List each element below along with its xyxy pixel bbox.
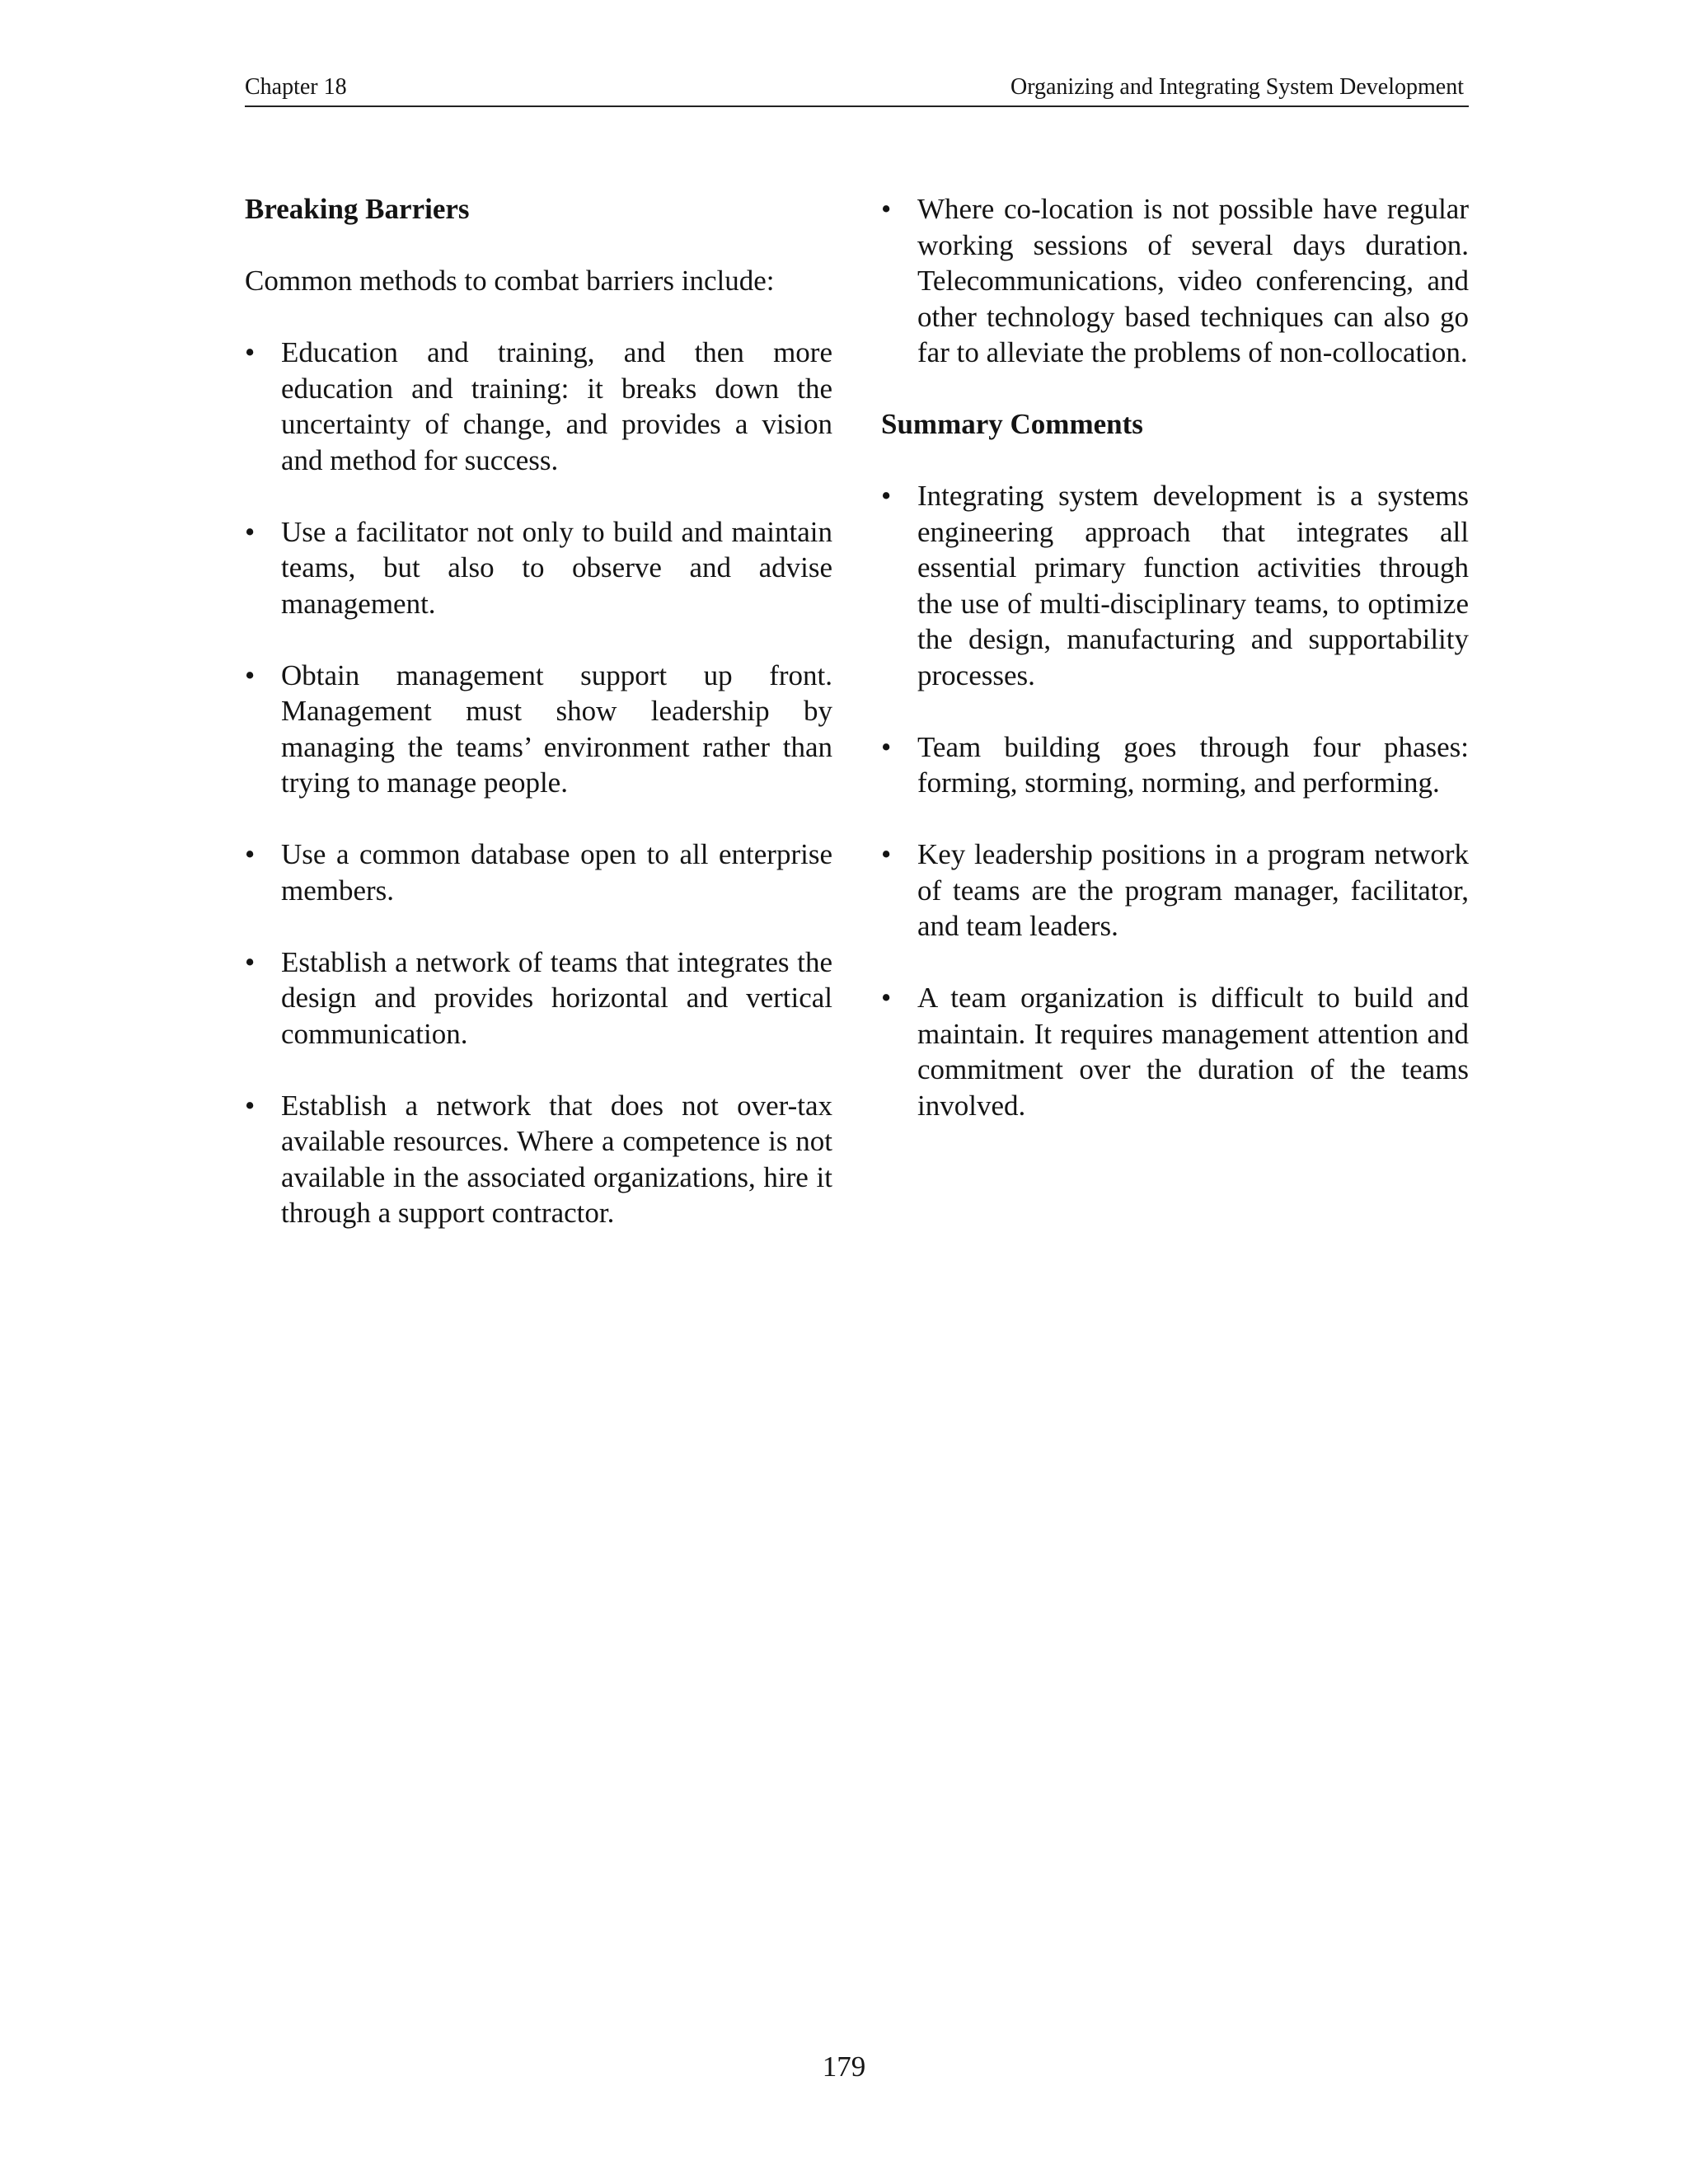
list-item bbox=[881, 980, 1469, 1123]
list-item-text: Establish a network that does not over-tax available resources. Where a competence is not available in the associated organizations, hire it through a support contractor. bbox=[281, 1089, 832, 1229]
list-item bbox=[245, 837, 832, 908]
spacer bbox=[245, 801, 832, 837]
spacer bbox=[881, 443, 1469, 479]
left-column bbox=[245, 191, 832, 1231]
list-item-text: Obtain management support up front. Management must show leadership by managing the teams’ environment rather than trying to manage people. bbox=[281, 658, 832, 799]
bullet-icon: • bbox=[881, 982, 892, 1014]
list-item bbox=[245, 944, 832, 1052]
list-item bbox=[881, 191, 1469, 371]
list-item-text: Establish a network of teams that integrates the design and provides horizontal and vertical communication. bbox=[281, 945, 832, 1050]
list-item bbox=[881, 478, 1469, 693]
bullet-icon: • bbox=[881, 730, 892, 763]
spacer bbox=[245, 478, 832, 514]
section-heading-summary-comments: Summary Comments bbox=[881, 408, 1143, 440]
spacer bbox=[245, 299, 832, 335]
section-heading-breaking-barriers: Breaking Barriers bbox=[245, 193, 470, 225]
list-item-text: Use a common database open to all enterprise members. bbox=[281, 838, 832, 907]
list-item-text: Team building goes through four phases: forming, storming, norming, and performing. bbox=[917, 730, 1469, 799]
list-item-text: Integrating system development is a systems engineering approach that integrates all essential primary function activities through the use of multi-disciplinary teams, to optimize the design, manufacturing and supportability processes. bbox=[917, 480, 1469, 691]
list-item-text: Use a facilitator not only to build and maintain teams, but also to observe and advise management. bbox=[281, 515, 832, 620]
spacer bbox=[881, 371, 1469, 407]
list-item bbox=[245, 1088, 832, 1231]
list-item bbox=[245, 514, 832, 622]
list-item-text: A team organization is difficult to build and maintain. It requires management attention and commitment over the duration of the teams involved. bbox=[917, 982, 1469, 1122]
right-column bbox=[881, 191, 1469, 1123]
spacer bbox=[881, 693, 1469, 729]
bullet-icon: • bbox=[245, 1089, 256, 1122]
bullet-icon: • bbox=[881, 838, 892, 870]
spacer bbox=[245, 908, 832, 944]
bullet-icon: • bbox=[881, 480, 892, 512]
bullet-icon: • bbox=[245, 515, 256, 548]
page-number: 179 bbox=[822, 2050, 866, 2083]
chapter-title: Organizing and Integrating System Development bbox=[1010, 74, 1464, 100]
intro-paragraph: Common methods to combat barriers include: bbox=[245, 265, 775, 297]
spacer bbox=[881, 944, 1469, 981]
list-item bbox=[245, 335, 832, 478]
bullet-icon: • bbox=[245, 658, 256, 691]
chapter-label: Chapter 18 bbox=[245, 74, 347, 100]
bullet-icon: • bbox=[881, 193, 892, 225]
spacer bbox=[245, 227, 832, 264]
bullet-icon: • bbox=[245, 945, 256, 978]
bullet-icon: • bbox=[245, 838, 256, 870]
list-item bbox=[245, 658, 832, 801]
running-header bbox=[245, 69, 1469, 107]
list-item bbox=[881, 729, 1469, 801]
list-item-text: Where co-location is not possible have regular working sessions of several days duration. Telecommunications, video conferencing, and other technology based techniques can also go far to alleviate the problems of non-collocation. bbox=[917, 193, 1469, 368]
list-item-text: Education and training, and then more education and training: it breaks down the uncertainty of change, and provides a vision and method for success. bbox=[281, 336, 832, 476]
list-item bbox=[881, 837, 1469, 944]
spacer bbox=[245, 1052, 832, 1088]
spacer bbox=[245, 621, 832, 658]
bullet-icon: • bbox=[245, 336, 256, 368]
list-item-text: Key leadership positions in a program network of teams are the program manager, facilitator, and team leaders. bbox=[917, 838, 1469, 942]
spacer bbox=[881, 801, 1469, 837]
